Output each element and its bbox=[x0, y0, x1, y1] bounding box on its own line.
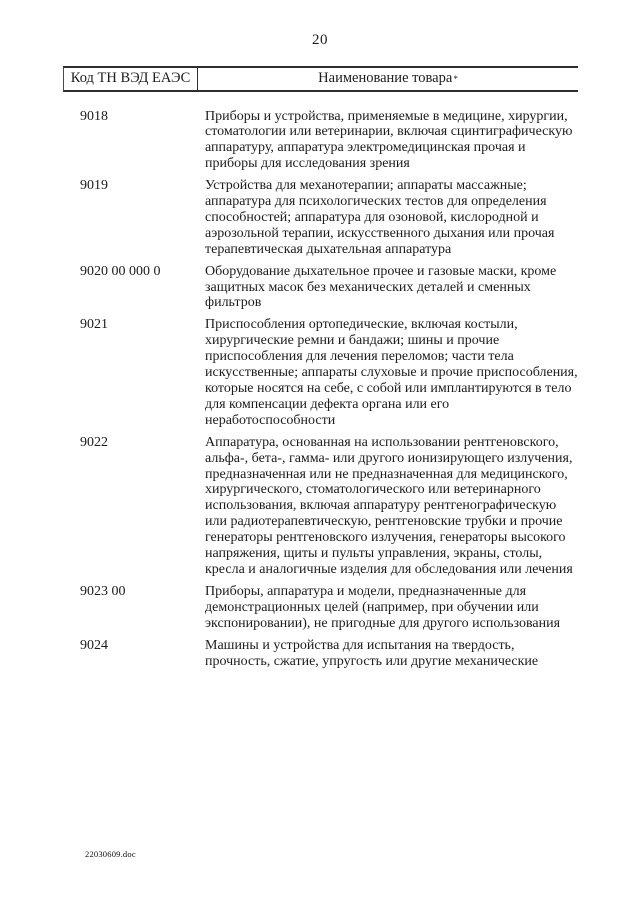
row-code: 9022 bbox=[80, 434, 108, 450]
table-header-row bbox=[63, 66, 578, 92]
row-code: 9023 00 bbox=[80, 583, 126, 599]
document-filename: 22030609.doc bbox=[85, 849, 136, 859]
column-header-code: Код ТН ВЭД ЕАЭС bbox=[64, 68, 198, 90]
row-description: Приспособления ортопедические, включая костыли, хирургические ремни и бандажи; шины и прочие приспособления для лечения переломов; части тела искусственные; аппараты слуховые и прочие приспособления, которые носятся на себе, с собой или имплантируются в тело для компенсации дефекта органа или его неработоспособности bbox=[205, 317, 578, 428]
table-row bbox=[63, 109, 578, 173]
table-row bbox=[63, 638, 578, 670]
tariff-table bbox=[63, 66, 578, 675]
row-code: 9021 bbox=[80, 317, 108, 333]
table-body bbox=[63, 109, 578, 670]
table-row bbox=[63, 584, 578, 632]
row-code: 9024 bbox=[80, 637, 108, 653]
table-row bbox=[63, 264, 578, 312]
row-description: Устройства для механотерапии; аппараты массажные; аппаратура для психологических тестов для определения способностей; аппаратура для озоновой, кислородной и аэрозольной терапии, искусственного дыхания или прочая терапевтическая дыхательная аппаратура bbox=[205, 178, 555, 257]
row-description: Машины и устройства для испытания на твердость, прочность, сжатие, упругость или другие механические bbox=[205, 637, 539, 669]
row-description: Оборудование дыхательное прочее и газовые маски, кроме защитных масок без механических деталей и сменных фильтров bbox=[205, 263, 557, 311]
column-header-name: Наименование товара * bbox=[318, 70, 458, 87]
row-code: 9020 00 000 0 bbox=[80, 263, 161, 279]
row-description: Аппаратура, основанная на использовании рентгеновского, альфа-, бета-, гамма- или другого ионизирующего излучения, предназначенная или не предназначенная для медицинского, хирургического, стоматологического или ветеринарного использования, включая аппаратуру рентгенографическую или радиотерапевтическую, рентгеновские трубки и прочие генераторы рентгеновского излучения, генераторы высокого напряжения, щиты и пульты управления, экраны, столы, кресла и аналогичные изделия для обследования или лечения bbox=[205, 434, 573, 577]
table-row bbox=[63, 178, 578, 258]
row-description: Приборы и устройства, применяемые в медицине, хирургии, стоматологии или ветеринарии, включая сцинтиграфическую аппаратуру, аппаратура электромедицинская прочая и приборы для исследования зрения bbox=[205, 108, 573, 172]
table-row bbox=[63, 435, 578, 578]
row-description: Приборы, аппаратура и модели, предназначенные для демонстрационных целей (например, при обучении или экспонировании), не пригодные для другого использования bbox=[205, 583, 561, 631]
row-code: 9019 bbox=[80, 178, 108, 194]
table-row bbox=[63, 317, 578, 428]
page-number: 20 bbox=[312, 32, 328, 48]
column-header-name-label: Наименование товара bbox=[318, 70, 453, 87]
row-code: 9018 bbox=[80, 108, 108, 124]
